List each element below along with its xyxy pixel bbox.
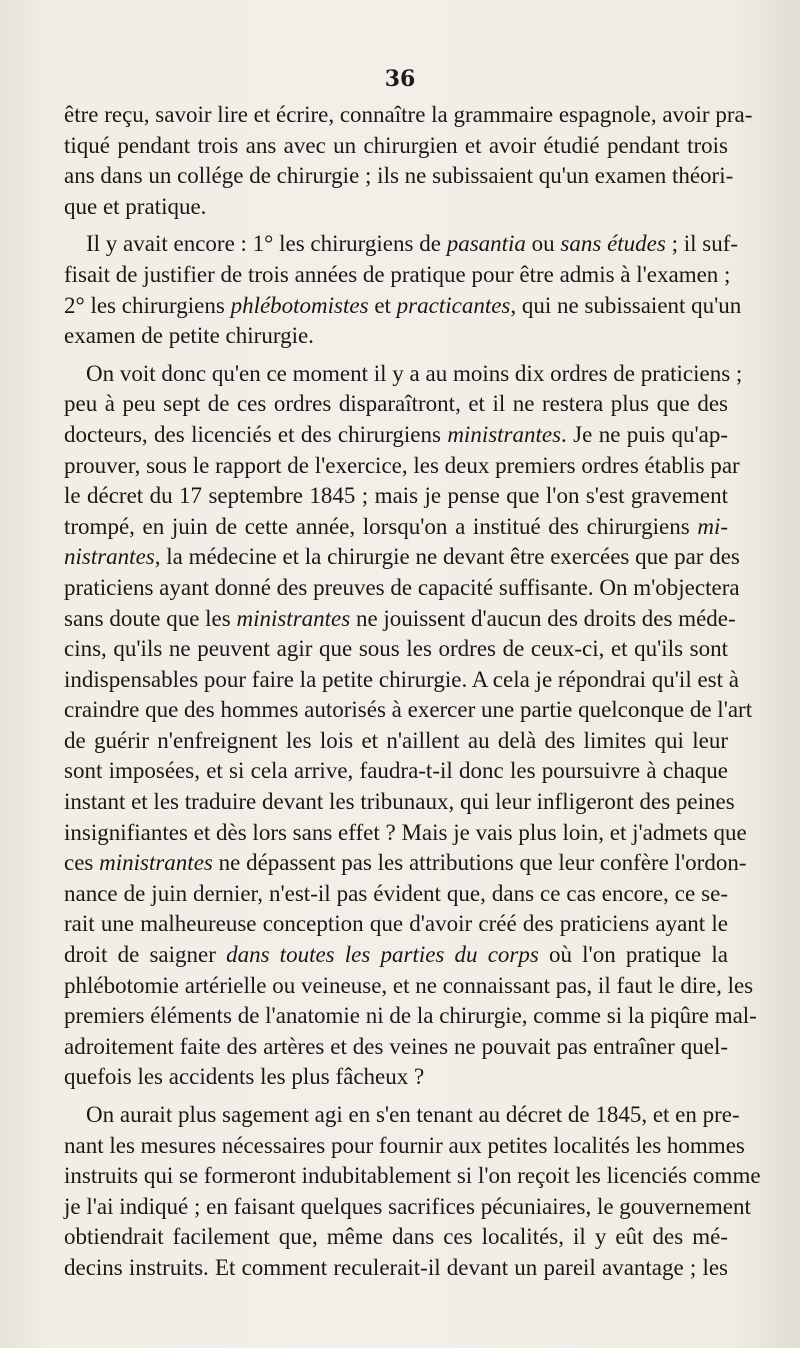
text-line: nance de juin dernier, n'est-il pas évident que, dans ce cas encore, ce se- [64,880,728,906]
text-line: quefois les accidents les plus fâcheux ? [64,1064,425,1090]
text-line: instruits qui se formeront indubitablement si l'on reçoit les licenciés comme [64,1163,761,1189]
text-line: droit de saigner dans toutes les parties du corps où l'on pratique la [64,942,728,968]
text-line: premiers éléments de l'anatomie ni de la chirurgie, comme si la piqûre mal- [64,1003,757,1029]
text-line: phlébotomie artérielle ou veineuse, et ne connaissant pas, il faut le dire, les [64,972,754,998]
text-line: docteurs, des licenciés et des chirurgiens ministrantes. Je ne puis qu'ap- [64,421,728,447]
text-line: prouver, sous le rapport de l'exercice, les deux premiers ordres établis par [64,452,740,478]
text-line: 2° les chirurgiens phlébotomistes et practicantes, qui ne subissaient qu'un [64,292,742,318]
text-line: le décret du 17 septembre 1845 ; mais je pense que l'on s'est gravement [64,483,728,509]
text-line: adroitement faite des artères et des veines ne pouvait pas entraîner quel- [64,1033,728,1059]
text-line: je l'ai indiqué ; en faisant quelques sacrifices pécuniaires, le gouvernement [64,1193,751,1219]
text-line: de guérir n'enfreignent les lois et n'aillent au delà des limites qui leur [64,727,728,753]
text-line: examen de petite chirurgie. [64,323,314,349]
text-line: trompé, en juin de cette année, lorsqu'on a institué des chirurgiens mi- [64,513,728,539]
text-line: rait une malheureuse conception que d'avoir créé des praticiens ayant le [64,911,728,937]
text-line: On voit donc qu'en ce moment il y a au moins dix ordres de praticiens ; [86,360,743,386]
text-line: Il y avait encore : 1° les chirurgiens de pasantia ou sans études ; il suf- [86,231,739,257]
text-line: sont imposées, et si cela arrive, faudra-t-il donc les poursuivre à chaque [64,758,728,784]
text-line: On aurait plus sagement agi en s'en tenant au décret de 1845, et en pre- [86,1102,740,1127]
text-line: ces ministrantes ne dépassent pas les attributions que leur confère l'ordon- [64,850,747,876]
text-line: fisait de justifier de trois années de pratique pour être admis à l'examen ; [64,261,731,287]
text-line: craindre que des hommes autorisés à exercer une partie quelconque de l'art [64,697,753,723]
text-line: être reçu, savoir lire et écrire, connaître la grammaire espagnole, avoir pra- [64,102,753,127]
text-line: nistrantes, la médecine et la chirurgie ne devant être exercées que par des [64,544,740,570]
text-line: cins, qu'ils ne peuvent agir que sous les ordres de ceux-ci, et qu'ils sont [64,636,728,662]
page-number: 36 [384,66,416,92]
body-text [64,100,761,1284]
text-line: peu à peu sept de ces ordres disparaîtront, et il ne restera plus que des [64,391,728,417]
text-line: que et pratique. [64,193,207,219]
text-line: praticiens ayant donné des preuves de capacité suffisante. On m'objectera [64,574,740,600]
text-line: insignifiantes et dès lors sans effet ? Mais je vais plus loin, et j'admets que [64,819,747,845]
text-line: indispensables pour faire la petite chirurgie. A cela je répondrai qu'il est à [64,666,739,692]
text-line: sans doute que les ministrantes ne jouissent d'aucun des droits des méde- [64,605,736,631]
text-line: obtiendrait facilement que, même dans ces localités, il y eût des mé- [64,1224,728,1250]
text-line: tiqué pendant trois ans avec un chirurgien et avoir étudié pendant trois [64,132,728,158]
text-line: decins instruits. Et comment reculerait-il devant un pareil avantage ; les [64,1254,728,1280]
text-line: nant les mesures nécessaires pour fournir aux petites localités les hommes [64,1132,745,1158]
text-line: instant et les traduire devant les tribunaux, qui leur infligeront des peines [64,789,735,815]
text-line: ans dans un collége de chirurgie ; ils ne subissaient qu'un examen théori- [64,163,734,189]
